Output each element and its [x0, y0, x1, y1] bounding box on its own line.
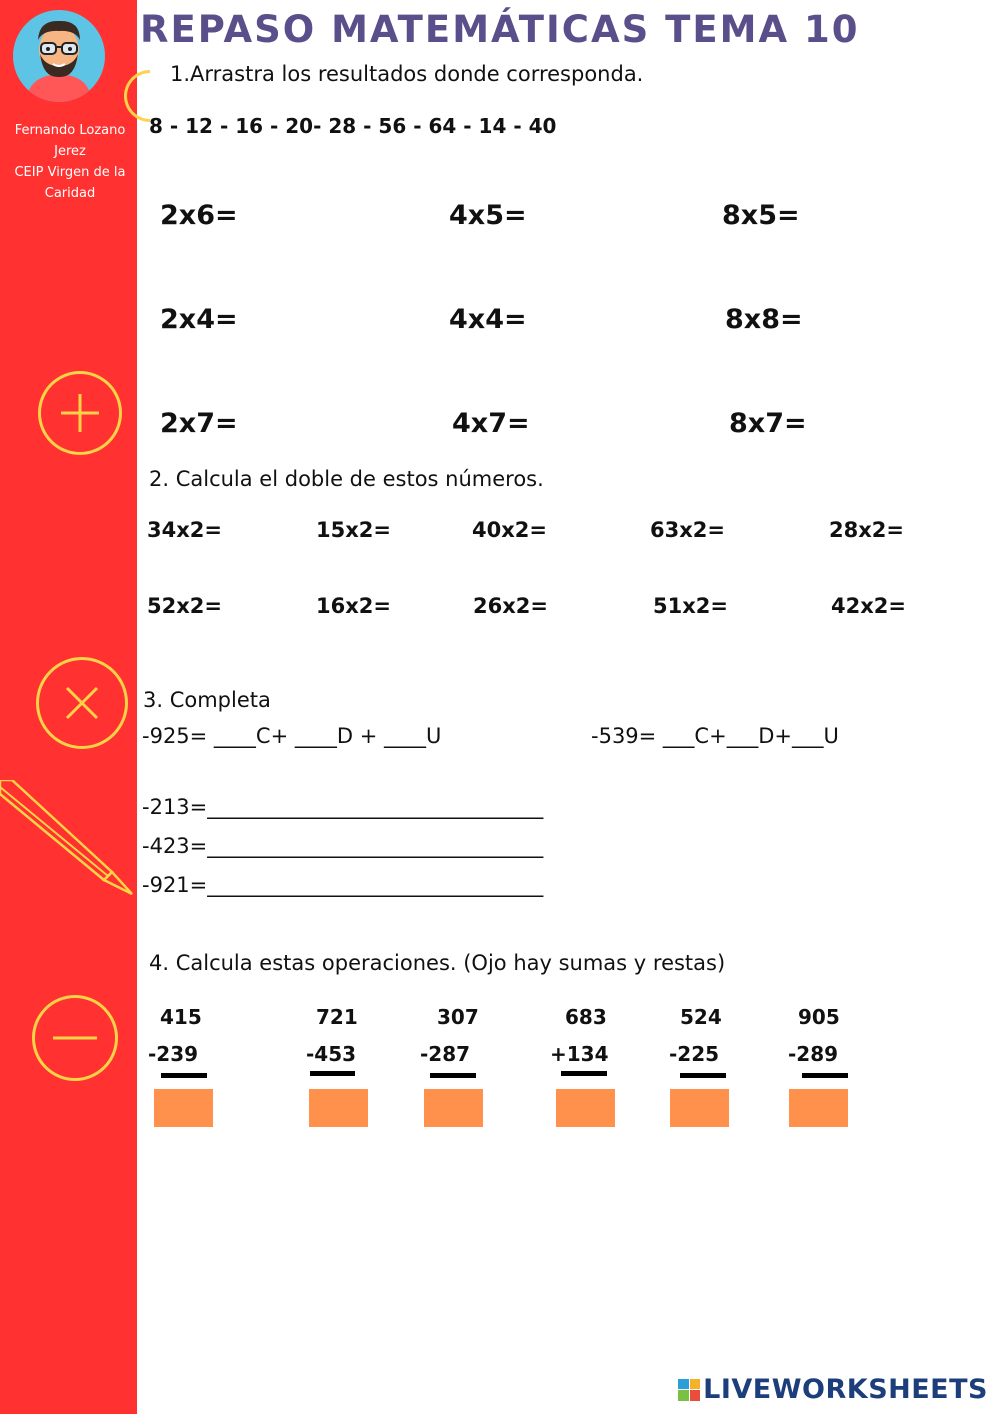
plus-icon: [38, 371, 122, 455]
double-op: 52x2=: [147, 594, 222, 618]
answer-box[interactable]: [424, 1089, 483, 1127]
op-top: 683: [565, 1005, 607, 1029]
op-2x6: 2x6=: [160, 200, 238, 231]
op-bottom: -287: [420, 1042, 471, 1066]
op-bottom: -225: [669, 1042, 720, 1066]
section4-heading: 4. Calcula estas operaciones. (Ojo hay sumas y restas): [149, 951, 726, 975]
answer-box[interactable]: [789, 1089, 848, 1127]
school-name-cont: Caridad: [44, 186, 96, 201]
author-name: Fernando Lozano: [14, 123, 126, 138]
op-top: 721: [316, 1005, 358, 1029]
double-op: 26x2=: [473, 594, 548, 618]
section1-heading: 1.Arrastra los resultados donde corresponda.: [170, 62, 644, 86]
op-2x4: 2x4=: [160, 304, 238, 335]
answer-numbers: 8 - 12 - 16 - 20- 28 - 56 - 64 - 14 - 40: [149, 114, 557, 138]
pencil-icon: [0, 780, 140, 900]
complete-line-539: -539= ___C+___D+___U: [591, 724, 839, 748]
double-op: 40x2=: [472, 518, 547, 542]
double-op: 34x2=: [147, 518, 222, 542]
op-4x5: 4x5=: [449, 200, 527, 231]
logo-mark-icon: [678, 1379, 700, 1401]
op-top: 307: [437, 1005, 479, 1029]
times-icon: [36, 657, 128, 749]
decompose-row: -921=________________________________: [142, 873, 544, 897]
double-op: 28x2=: [829, 518, 904, 542]
author-surname: Jerez: [54, 144, 86, 159]
op-8x8: 8x8=: [725, 304, 803, 335]
section3-heading: 3. Completa: [143, 688, 271, 712]
complete-line-925: -925= ____C+ ____D + ____U: [142, 724, 442, 748]
op-top: 415: [160, 1005, 202, 1029]
op-8x7: 8x7=: [729, 408, 807, 439]
answer-box[interactable]: [154, 1089, 213, 1127]
op-bottom: -453: [306, 1042, 357, 1066]
decompose-row: -213=________________________________: [142, 795, 544, 819]
op-underline: [161, 1073, 207, 1078]
op-bottom: -239: [148, 1042, 199, 1066]
double-op: 16x2=: [316, 594, 391, 618]
op-underline: [680, 1073, 726, 1078]
decompose-row: -423=________________________________: [142, 834, 544, 858]
op-underline: [310, 1071, 355, 1076]
op-4x4: 4x4=: [449, 304, 527, 335]
double-op: 42x2=: [831, 594, 906, 618]
minus-icon: [32, 995, 118, 1081]
op-underline: [561, 1071, 607, 1076]
op-bottom: -289: [788, 1042, 839, 1066]
author-credit: [0, 120, 140, 204]
op-8x5: 8x5=: [722, 200, 800, 231]
answer-box[interactable]: [670, 1089, 729, 1127]
op-4x7: 4x7=: [452, 408, 530, 439]
double-op: 51x2=: [653, 594, 728, 618]
op-2x7: 2x7=: [160, 408, 238, 439]
op-bottom: +134: [550, 1042, 609, 1066]
school-name: CEIP Virgen de la: [14, 165, 126, 180]
double-op: 63x2=: [650, 518, 725, 542]
page-title: REPASO MATEMÁTICAS TEMA 10: [140, 8, 860, 51]
answer-box[interactable]: [556, 1089, 615, 1127]
answer-box[interactable]: [309, 1089, 368, 1127]
op-top: 905: [798, 1005, 840, 1029]
avatar: [13, 10, 105, 102]
op-underline: [802, 1073, 848, 1078]
brand-text: LIVEWORKSHEETS: [703, 1374, 988, 1405]
double-op: 15x2=: [316, 518, 391, 542]
liveworksheets-logo[interactable]: [678, 1374, 988, 1405]
section2-heading: 2. Calcula el doble de estos números.: [149, 467, 544, 491]
op-underline: [430, 1073, 476, 1078]
op-top: 524: [680, 1005, 722, 1029]
